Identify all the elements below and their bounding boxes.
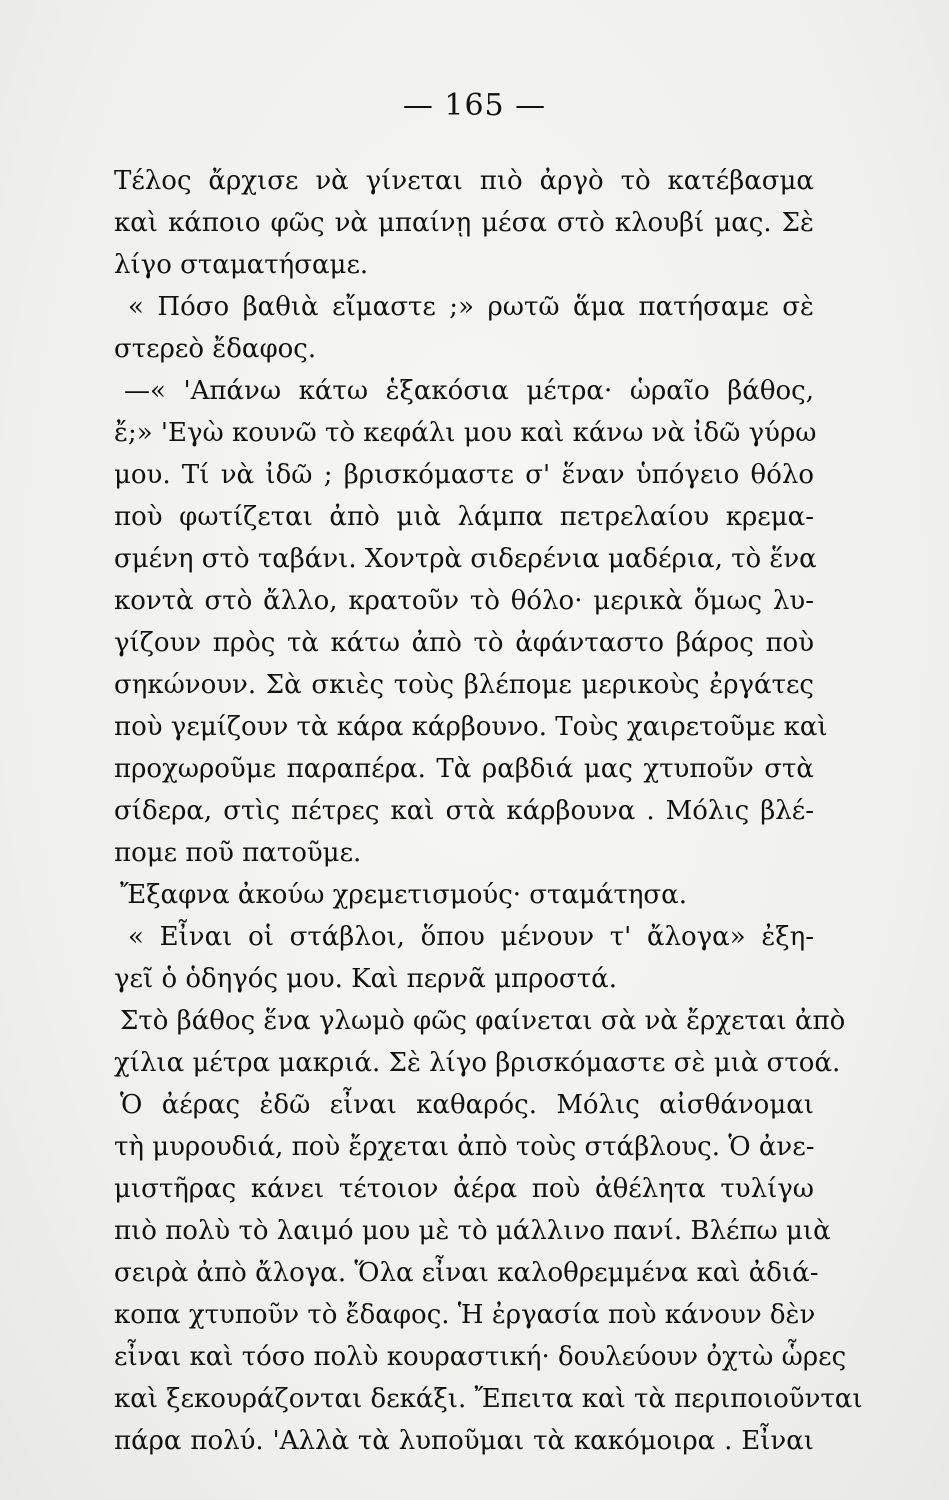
text-line: Ὁ ἀέρας ἐδῶ εἶναι καθαρός. Μόλις αἰσθάνομαι <box>120 1090 814 1120</box>
text-line: στερεὸ ἔδαφος. <box>114 334 317 364</box>
text-line: ἔ;» 'Εγὼ κουνῶ τὸ κεφάλι μου καὶ κάνω νὰ ἰδῶ γύρω <box>114 418 817 448</box>
text-line: τὴ μυρουδιά, ποὺ ἔρχεται ἀπὸ τοὺς στάβλους. Ὁ ἀνε- <box>114 1132 815 1162</box>
text-line: γίζουν πρὸς τὰ κάτω ἀπὸ τὸ ἀφάνταστο βάρος ποὺ <box>114 628 814 658</box>
body-text <box>114 160 863 1462</box>
text-line: σίδερα, στὶς πέτρες καὶ στὰ κάρβουνα . Μόλις βλέ- <box>114 796 814 826</box>
text-line: γεῖ ὁ ὁδηγός μου. Καὶ περνᾶ μπροστά. <box>114 964 617 994</box>
text-line: « Εἶναι οἱ στάβλοι, ὅπου μένουν τ' ἄλογα» ἐξη- <box>128 922 814 952</box>
text-line: Ἔξαφνα ἀκούω χρεμετισμούς· σταμάτησα. <box>120 880 687 910</box>
text-line: προχωροῦμε παραπέρα. Τὰ ραβδιά μας χτυποῦν στὰ <box>114 754 814 784</box>
text-line: σηκώνουν. Σὰ σκιὲς τοὺς βλέπομε μερικοὺς ἐργάτες <box>114 670 814 700</box>
text-line: « Πόσο βαθιὰ εἴμαστε ;» ρωτῶ ἅμα πατήσαμε σὲ <box>128 292 814 322</box>
text-line: —« 'Απάνω κάτω ἑξακόσια μέτρα· ὡραῖο βάθος, <box>124 376 814 406</box>
text-line: πάρα πολύ. 'Αλλὰ τὰ λυποῦμαι τὰ κακόμοιρα . Εἶναι <box>114 1426 814 1456</box>
text-line: κοπα χτυποῦν τὸ ἔδαφος. Ἡ ἐργασία ποὺ κάνουν δὲν <box>114 1300 816 1330</box>
text-line: χίλια μέτρα μακριά. Σὲ λίγο βρισκόμαστε σὲ μιὰ στοά. <box>114 1048 841 1078</box>
text-line: μου. Τί νὰ ἰδῶ ; βρισκόμαστε σ' ἕναν ὑπόγειο θόλο <box>114 460 814 490</box>
page-number: — 165 — <box>402 88 547 123</box>
text-line: σειρὰ ἀπὸ ἄλογα. Ὅλα εἶναι καλοθρεμμένα καὶ ἀδιά- <box>114 1258 819 1288</box>
text-line: ποὺ γεμίζουν τὰ κάρα κάρβουνο. Τοὺς χαιρετοῦμε καὶ <box>114 712 828 742</box>
text-line: Στὸ βάθος ἕνα γλωμὸ φῶς φαίνεται σὰ νὰ ἔρχεται ἀπὸ <box>120 1006 846 1036</box>
text-line: καὶ ξεκουράζονται δεκάξι. Ἔπειτα καὶ τὰ περιποιοῦνται <box>114 1384 863 1414</box>
text-line: λίγο σταματήσαμε. <box>114 250 369 280</box>
text-line: πιὸ πολὺ τὸ λαιμό μου μὲ τὸ μάλλινο πανί. Βλέπω μιὰ <box>114 1216 831 1246</box>
text-line: σμένη στὸ ταβάνι. Χοντρὰ σιδερένια μαδέρια, τὸ ἕνα <box>114 544 817 574</box>
text-line: κοντὰ στὸ ἄλλο, κρατοῦν τὸ θόλο· μερικὰ ὅμως λυ- <box>114 586 814 616</box>
text-line: ποὺ φωτίζεται ἀπὸ μιὰ λάμπα πετρελαίου κρεμα- <box>114 502 814 532</box>
text-line: Τέλος ἄρχισε νὰ γίνεται πιὸ ἀργὸ τὸ κατέβασμα <box>114 166 814 196</box>
text-line: εἶναι καὶ τόσο πολὺ κουραστική· δουλεύουν ὀχτὼ ὧρες <box>114 1342 847 1372</box>
text-line: μιστῆρας κάνει τέτοιον ἀέρα ποὺ ἀθέλητα τυλίγω <box>114 1174 814 1204</box>
text-line: καὶ κάποιο φῶς νὰ μπαίνῃ μέσα στὸ κλουβί μας. Σὲ <box>114 208 814 238</box>
text-line: πομε ποῦ πατοῦμε. <box>114 838 362 868</box>
